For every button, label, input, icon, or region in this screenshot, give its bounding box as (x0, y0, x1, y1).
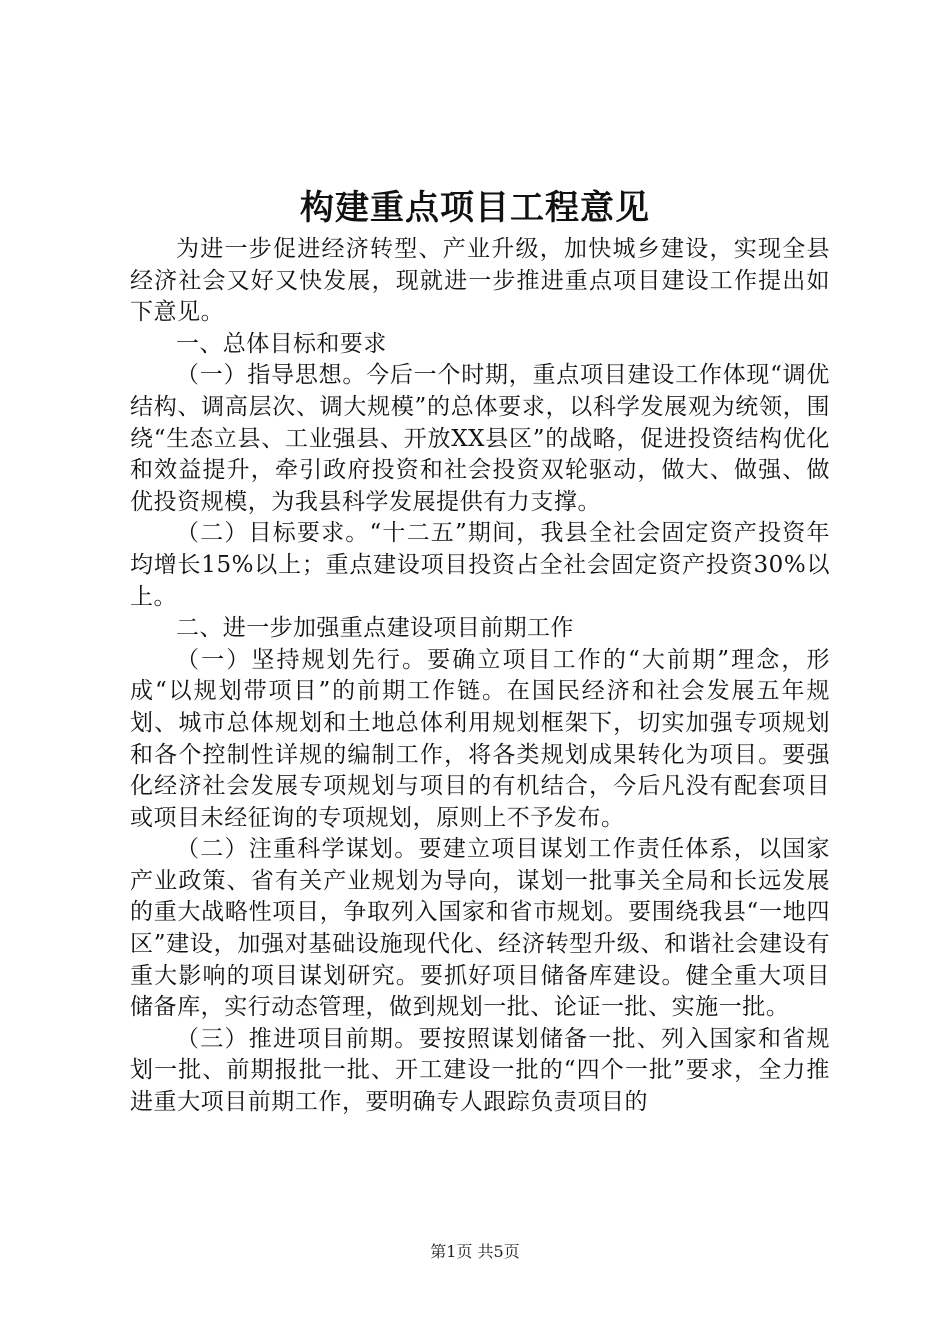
intro-paragraph: 为进一步促进经济转型、产业升级，加快城乡建设，实现全县经济社会又好又快发展，现就进一步推进重点项目建设工作提出如下意见。 (130, 236, 830, 326)
paragraph-target-requirements: （二）目标要求。“十二五”期间，我县全社会固定资产投资年均增长15%以上；重点建设项目投资占全社会固定资产投资30%以上。 (130, 520, 830, 610)
paragraph-guiding-thought: （一）指导思想。今后一个时期，重点项目建设工作体现“调优结构、调高层次、调大规模”的总体要求，以科学发展观为统领，围绕“生态立县、工业强县、开放XX县区”的战略，促进投资结构优化和效益提升，牵引政府投资和社会投资双轮驱动，做大、做强、做优投资规模，为我县科学发展提供有力支撑。 (130, 362, 830, 515)
paragraph-project-preliminaries: （三）推进项目前期。要按照谋划储备一批、列入国家和省规划一批、前期报批一批、开工建设一批的“四个一批”要求，全力推进重大项目前期工作，要明确专人跟踪负责项目的 (130, 1025, 830, 1116)
paragraph-planning-first: （一）坚持规划先行。要确立项目工作的“大前期”理念，形成“以规划带项目”的前期工作链。在国民经济和社会发展五年规划、城市总体规划和土地总体利用规划框架下，切实加强专项规划和各个控制性详规的编制工作，将各类规划成果转化为项目。要强化经济社会发展专项规划与项目的有机结合，今后凡没有配套项目或项目未经征询的专项规划，原则上不予发布。 (130, 646, 830, 831)
page-footer: 第1页 共5页 (430, 1242, 520, 1261)
paragraph-scientific-planning: （二）注重科学谋划。要建立项目谋划工作责任体系，以国家产业政策、省有关产业规划为导向，谋划一批事关全局和长远发展的重大战略性项目，争取列入国家和省市规划。要围绕我县“一地四区”建设，加强对基础设施现代化、经济转型升级、和谐社会建设有重大影响的项目谋划研究。要抓好项目储备库建设。健全重大项目储备库，实行动态管理，做到规划一批、论证一批、实施一批。 (130, 836, 830, 1021)
document-title: 构建重点项目工程意见 (300, 188, 650, 228)
section-heading-2: 二、进一步加强重点建设项目前期工作 (176, 615, 574, 642)
section-heading-1: 一、总体目标和要求 (176, 330, 387, 357)
document-body (130, 234, 830, 1119)
